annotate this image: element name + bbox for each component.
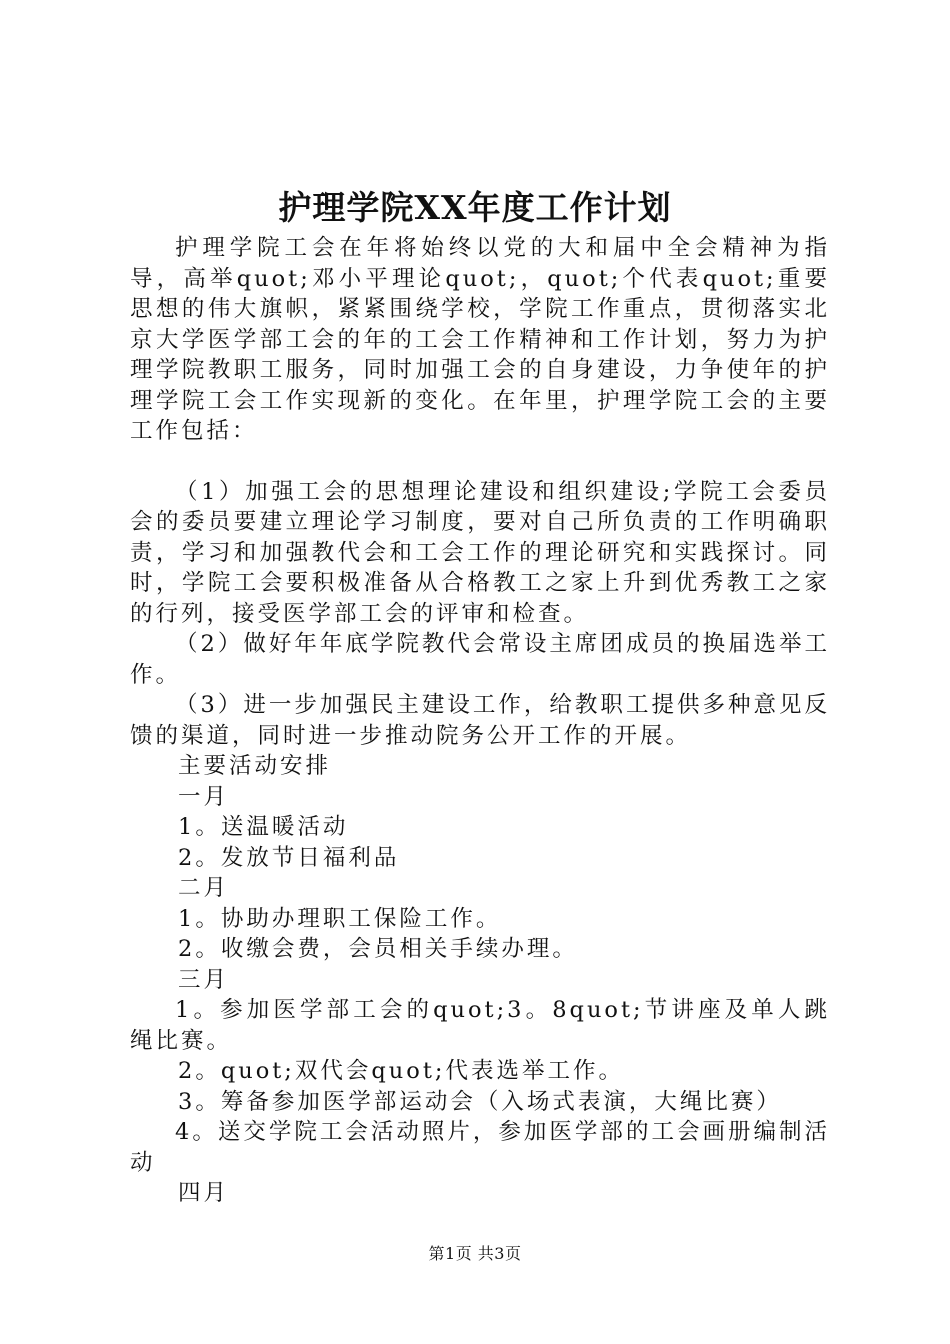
intro-paragraph: 护理学院工会在年将始终以党的大和届中全会精神为指导，高举quot;邓小平理论quot;，quot;个代表quot;重要思想的伟大旗帜，紧紧围绕学校，学院工作重点，贯彻落实北京大学医学部工会的年的工会工作精神和工作计划，努力为护理学院教职工服务，同时加强工会的自身建设，力争使年的护理学院工会工作实现新的变化。在年里，护理学院工会的主要工作包括：	[130, 235, 830, 444]
month-item: 2。quot;双代会quot;代表选举工作。	[178, 1058, 624, 1084]
month-item: 2。发放节日福利品	[178, 844, 400, 871]
month-heading-february: 二月	[178, 875, 230, 901]
schedule-heading: 主要活动安排	[178, 753, 332, 779]
document-title: 护理学院XX年度工作计划	[278, 188, 672, 227]
task-paragraph-3: （3）进一步加强民主建设工作，给教职工提供多种意见反馈的渠道，同时进一步推动院务公开工作的开展。	[130, 692, 830, 749]
page-footer: 第1页 共3页	[428, 1244, 522, 1263]
task-paragraph-2: （2）做好年年底学院教代会常设主席团成员的换届选举工作。	[130, 631, 830, 688]
month-heading-march: 三月	[178, 966, 230, 993]
month-item: 4。送交学院工会活动照片，参加医学部的工会画册编制活动	[130, 1119, 830, 1176]
task-paragraph-1: （1）加强工会的思想理论建设和组织建设;学院工会委员会的委员要建立理论学习制度，要对自己所负责的工作明确职责，学习和加强教代会和工会工作的理论研究和实践探讨。同时，学院工会要积极准备从合格教工之家上升到优秀教工之家的行列，接受医学部工会的评审和检查。	[130, 478, 830, 627]
month-heading-january: 一月	[178, 783, 230, 810]
month-item: 1。送温暖活动	[178, 814, 349, 840]
document-body	[130, 233, 830, 1209]
month-heading-april: 四月	[178, 1180, 230, 1206]
month-item: 1。协助办理职工保险工作。	[178, 905, 502, 932]
month-item: 2。收缴会费，会员相关手续办理。	[178, 936, 578, 962]
month-item: 1。参加医学部工会的quot;3。8quot;节讲座及单人跳绳比赛。	[130, 997, 830, 1054]
month-item: 3。筹备参加医学部运动会（入场式表演，大绳比赛）	[178, 1088, 782, 1115]
